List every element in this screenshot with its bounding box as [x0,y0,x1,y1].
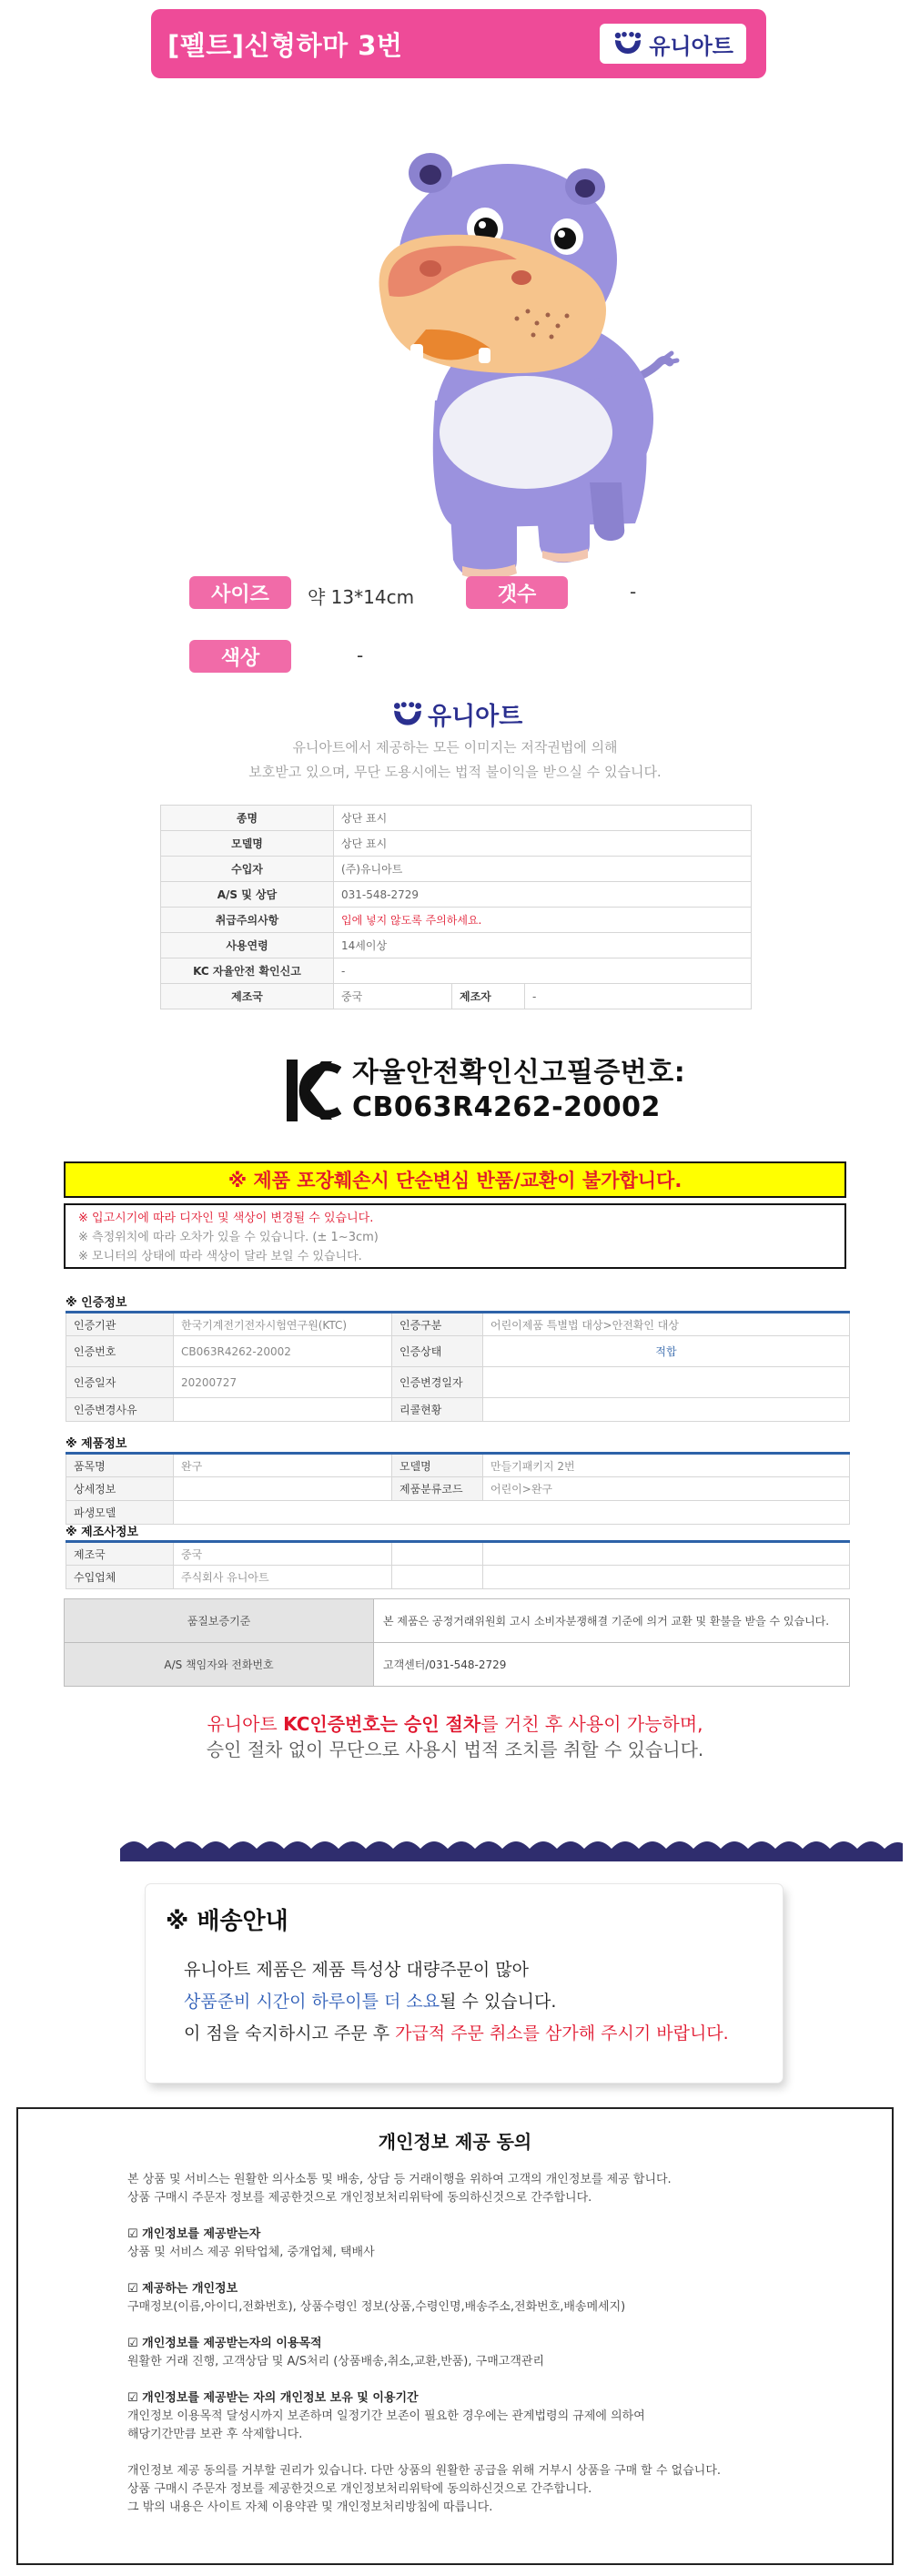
row-value: 14세이상 [334,933,752,958]
paw-logo-icon [612,32,643,56]
row-label: 제조국 [161,984,334,1009]
cell-value: 한국기계전기전자시험연구원(KTC) [174,1313,392,1336]
cell-value [483,1367,850,1398]
row-value: 입에 넣지 않도록 주의하세요. [334,908,752,933]
row-value: - [334,958,752,984]
row-value: - [525,984,752,1009]
cell-value: 20200727 [174,1367,392,1398]
row-value: 상단 표시 [334,831,752,857]
privacy-text: 해당기간만큼 보관 후 삭제합니다. [127,2428,303,2441]
kc-usage-message [136,1711,774,1762]
brand-name: 유니아트 [649,33,733,59]
color-label-pill: 색상 [189,640,291,673]
cell-label: 인증번호 [66,1336,174,1367]
cert-section-title: ※ 인증정보 [66,1296,127,1310]
privacy-section-head: ☑ 개인정보를 제공받는자 [127,2227,261,2241]
cell-label: 인증일자 [66,1367,174,1398]
qty-label-pill: 갯수 [466,576,568,609]
kc-msg-line: 승인 절차 없이 무단으로 사용시 법적 조치를 취할 수 있습니다. [206,1739,704,1760]
delivery-line [166,1986,763,2018]
quality-table [64,1598,850,1687]
product-detail-table [66,1452,850,1525]
privacy-text: 그 밖의 내용은 사이트 자체 이용약관 및 개인정보처리방침에 따릅니다. [127,2500,493,2514]
cell-value [174,1398,392,1422]
cell-label: 인증기관 [66,1313,174,1336]
cell-value [483,1398,850,1422]
row-value: (주)유니아트 [334,857,752,882]
size-label-pill: 사이즈 [189,576,291,609]
cell-value: 중국 [174,1542,392,1566]
row-value: 상단 표시 [334,806,752,831]
cell-value: 만들기패키지 2번 [483,1454,850,1477]
row-label: 수입자 [161,857,334,882]
paw-logo-icon [391,702,424,727]
cell-label: 파생모델 [66,1501,174,1525]
table-row [66,1542,850,1566]
privacy-section-head: ☑ 개인정보를 제공받는자의 이용목적 [127,2337,322,2350]
cell-label: 품목명 [66,1454,174,1477]
kc-certification [285,1056,685,1125]
table-row [65,1599,850,1643]
cell-label: A/S 책임자와 전화번호 [65,1643,374,1687]
delivery-line [166,2018,763,2050]
table-row [66,1566,850,1589]
cell-label: 상세정보 [66,1477,174,1501]
cell-value: 적합 [483,1336,850,1367]
kc-msg-part: KC인증번호는 승인 절차 [283,1713,481,1735]
cell-value: 어린이제품 특별법 대상>안전확인 대상 [483,1313,850,1336]
privacy-section [127,2226,783,2262]
cell-label: 제조국 [66,1542,174,1566]
cell-label: 모델명 [392,1454,483,1477]
table-row [66,1336,850,1367]
product-title: [펠트]신형하마 3번 [167,29,403,61]
privacy-text: 개인정보 이용목적 달성시까지 보존하며 일정기간 보존이 필요한 경우에는 관계법령의 규제에 의하여 [127,2409,645,2423]
table-row [161,882,752,908]
privacy-title: 개인정보 제공 동의 [378,2131,532,2153]
row-label: 모델명 [161,831,334,857]
cell-value: 본 제품은 공정거래위원회 고시 소비자분쟁해결 기준에 의거 교환 및 환불을 받을 수 있습니다. [374,1599,850,1643]
cell-label: 인증구분 [392,1313,483,1336]
table-row [161,908,752,933]
table-row [66,1313,850,1336]
return-warning-banner: ※ 제품 포장훼손시 단순변심 반품/교환이 불가합니다. [64,1161,846,1198]
delivery-text: 이 점을 숙지하시고 주문 후 [184,2023,396,2044]
privacy-text: 상품 구매시 주문자 정보를 제공한것으로 개인정보처리위탁에 동의하신것으로 간주합니다. [127,2482,592,2496]
cell-value [174,1501,850,1525]
product-info-table [160,805,752,1009]
cell-value: CB063R4262-20002 [174,1336,392,1367]
kc-line: 자율안전확인신고필증번호: [352,1057,686,1089]
privacy-section [127,2280,783,2317]
wave-divider [120,1834,903,1861]
brand-logo [391,696,522,732]
cell-label: 리콜현황 [392,1398,483,1422]
delivery-text: 될 수 있습니다. [440,1992,557,2012]
row-label: 사용연령 [161,933,334,958]
delivery-emphasis: 가급적 주문 취소를 삼가해 주시기 바랍니다. [395,2023,729,2044]
kc-msg-part: 유니아트 [207,1713,284,1735]
privacy-text: 상품 구매시 주문자 정보를 제공한것으로 개인정보처리위탁에 동의하신것으로 간주합니다. [127,2191,592,2205]
cell-value [392,1566,483,1589]
table-row [161,933,752,958]
table-row [161,984,752,1009]
privacy-section-head: ☑ 개인정보를 제공받는 자의 개인정보 보유 및 이용기간 [127,2391,419,2405]
row-value: 중국 [334,984,452,1009]
privacy-text: 개인정보 제공 동의를 거부할 권리가 있습니다. 다만 상품의 원활한 공급을 위해 거부시 상품을 구매 할 수 없습니다. [127,2464,722,2478]
cell-label: 인증변경사유 [66,1398,174,1422]
notes-box [64,1203,846,1269]
cell-value: 고객센터/031-548-2729 [374,1643,850,1687]
cell-label: 품질보증기준 [65,1599,374,1643]
maker-table [66,1540,850,1589]
delivery-notice [146,1884,783,2083]
privacy-text: 상품 및 서비스 제공 위탁업체, 중개업체, 택배사 [127,2246,375,2259]
kc-mark-icon [285,1058,341,1123]
kc-line: CB063R4262-20002 [352,1091,661,1123]
table-row [161,958,752,984]
row-value: 031-548-2729 [334,882,752,908]
cell-value [392,1542,483,1566]
table-row [161,806,752,831]
table-row [66,1454,850,1477]
row-label: 종명 [161,806,334,831]
note-line: ※ 측정위치에 따라 오차가 있을 수 있습니다. (± 1~3cm) [78,1231,379,1244]
table-row [66,1501,850,1525]
privacy-section-head: ☑ 제공하는 개인정보 [127,2282,238,2296]
note-line: ※ 모니터의 상태에 따라 색상이 달라 보일 수 있습니다. [78,1250,362,1263]
cert-table [66,1311,850,1422]
size-value: 약 13*14cm [308,586,415,608]
cell-value [483,1566,850,1589]
brand-name: 유니아트 [428,703,523,731]
cell-label: 인증변경일자 [392,1367,483,1398]
row-label: KC 자율안전 확인신고 [161,958,334,984]
delivery-line: 유니아트 제품은 제품 특성상 대량주문이 많아 [184,1960,529,1980]
cell-label: 제품분류코드 [392,1477,483,1501]
privacy-section [127,2389,783,2444]
delivery-title: ※ 배송안내 [166,1908,288,1935]
kc-msg-line [136,1711,774,1737]
privacy-outro [127,2462,783,2517]
cell-value: 어린이>완구 [483,1477,850,1501]
cell-value: 완구 [174,1454,392,1477]
privacy-text: 원활한 거래 진행, 고객상담 및 A/S처리 (상품배송,취소,교환,반품), 구매고객관리 [127,2355,544,2368]
privacy-consent [16,2107,894,2565]
maker-section-title: ※ 제조사정보 [66,1526,138,1539]
table-row [161,857,752,882]
kc-number-text [352,1056,685,1125]
cell-label: 인증상태 [392,1336,483,1367]
copyright-line: 보호받고 있으며, 무단 도용시에는 법적 불이익을 받으실 수 있습니다. [248,764,662,780]
table-row [65,1643,850,1687]
privacy-text: 구매정보(이름,아이디,전화번호), 상품수령인 정보(상품,수령인명,배송주소,전화번호,배송메세지) [127,2300,626,2314]
brand-chip [600,24,746,64]
privacy-intro [127,2171,783,2207]
cell-value: 주식회사 유니아트 [174,1566,392,1589]
copyright-line: 유니아트에서 제공하는 모든 이미지는 저작권법에 의해 [292,739,618,756]
qty-value: - [630,581,637,603]
kc-msg-part: 를 거친 후 사용이 가능하며, [480,1713,703,1735]
row-label: 취급주의사항 [161,908,334,933]
table-row [66,1367,850,1398]
table-row [161,831,752,857]
hippo-felt-image [244,100,705,592]
cell-value [483,1542,850,1566]
title-bar [151,9,766,78]
cell-value [174,1477,392,1501]
product-section-title: ※ 제품정보 [66,1437,127,1451]
table-row [66,1477,850,1501]
row-label: A/S 및 상담 [161,882,334,908]
privacy-text: 본 상품 및 서비스는 원활한 의사소통 및 배송, 상담 등 거래이행을 위하여 고객의 개인정보를 제공 합니다. [127,2173,672,2186]
row-label: 제조자 [452,984,525,1009]
privacy-section [127,2335,783,2371]
copyright-notice [182,735,728,785]
cell-label: 수입업체 [66,1566,174,1589]
note-line: ※ 입고시기에 따라 디자인 및 색상이 변경될 수 있습니다. [78,1212,374,1225]
table-row [66,1398,850,1422]
color-value: - [357,644,364,666]
delivery-emphasis: 상품준비 시간이 하루이틀 더 소요 [184,1992,440,2012]
